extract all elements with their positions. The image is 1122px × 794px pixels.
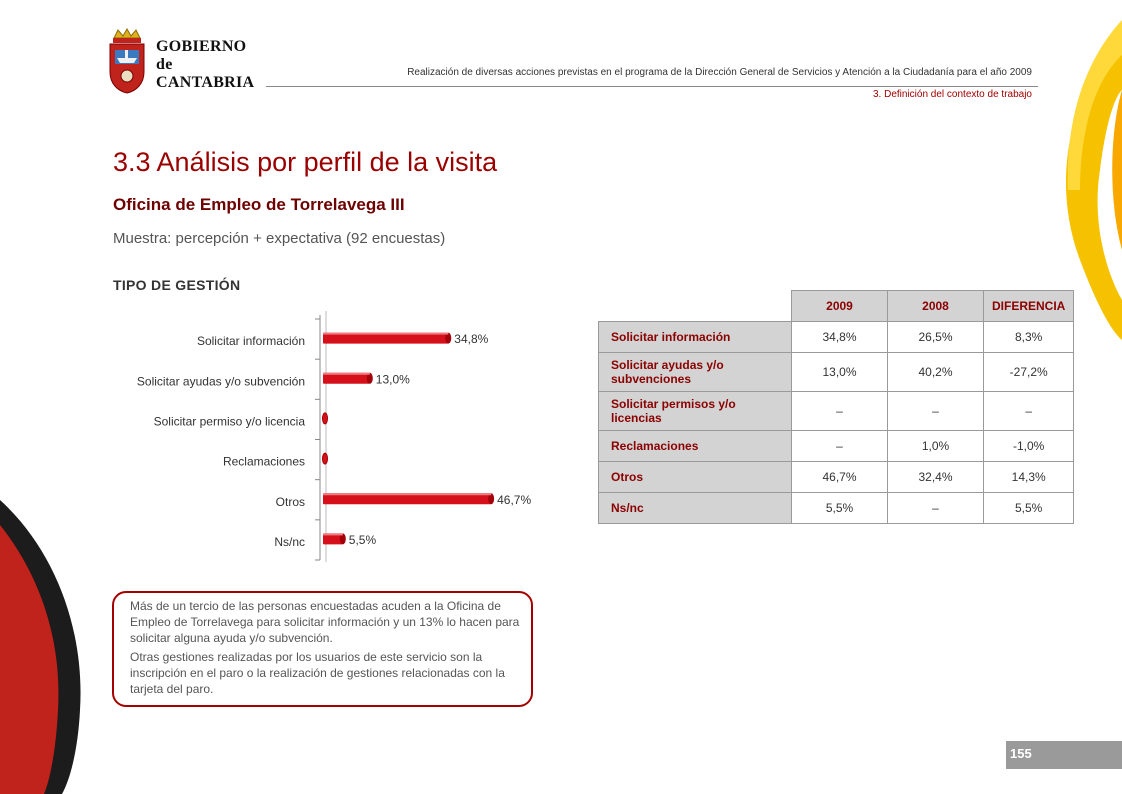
category-label: Solicitar información [196, 334, 305, 349]
cell-2008: 26,5% [888, 322, 984, 353]
page-number-bar [1006, 741, 1122, 769]
row-label: Reclamaciones [599, 431, 792, 462]
table-header-row [599, 291, 1074, 322]
logo-line-3: CANTABRIA [156, 74, 255, 91]
category-label: Ns/nc [274, 534, 305, 549]
cell-2008: 1,0% [888, 431, 984, 462]
category-label: Reclamaciones [222, 454, 305, 469]
chart-title: TIPO DE GESTIÓN [113, 277, 241, 293]
cell-2008: – [888, 493, 984, 524]
category-label: Otros [275, 494, 305, 509]
value-label: 34,8% [454, 332, 489, 347]
value-label: 5,5% [348, 532, 377, 547]
cantabria-coat-of-arms-icon [106, 28, 148, 94]
logo-line-1: GOBIERNO [156, 38, 247, 55]
page-number: 155 [1010, 746, 1032, 761]
value-label: 46,7% [497, 492, 532, 507]
logo-line-2: de [156, 56, 173, 73]
column-header-2008: 2008 [888, 291, 984, 322]
cell-2009: – [792, 431, 888, 462]
cell-2009: 34,8% [792, 322, 888, 353]
page-title: 3.3 Análisis por perfil de la visita [113, 147, 498, 177]
tipo-gestion-bar-chart [105, 305, 565, 570]
comment-paragraph: Otras gestiones realizadas por los usuarios de este servicio son la inscripción en el paro o la realización de gestiones relacionadas con la tarjeta del paro. [130, 650, 505, 696]
category-label: Solicitar permiso y/o licencia [153, 414, 305, 429]
table-row [599, 392, 1074, 431]
logo [106, 28, 255, 98]
table-row [599, 353, 1074, 392]
row-label: Ns/nc [599, 493, 792, 524]
bar-highlight [323, 373, 370, 375]
comment-paragraph: Más de un tercio de las personas encuestadas acuden a la Oficina de Empleo de Torrelavega para solicitar información y un 13% lo hacen para solicitar alguna ayuda y/o subvención. [130, 599, 520, 645]
row-label: Solicitar ayudas y/o subvenciones [599, 353, 792, 392]
column-header-diferencia: DIFERENCIA [984, 291, 1074, 322]
cell-diferencia: -27,2% [984, 353, 1074, 392]
header-divider [266, 86, 1038, 87]
cell-diferencia: -1,0% [984, 431, 1074, 462]
comparison-table [598, 290, 1074, 524]
cell-2008: 40,2% [888, 353, 984, 392]
table-row [599, 322, 1074, 353]
table-row [599, 431, 1074, 462]
bar [323, 453, 328, 464]
row-label: Solicitar permisos y/o licencias [599, 392, 792, 431]
cell-diferencia: 14,3% [984, 462, 1074, 493]
cell-2008: 32,4% [888, 462, 984, 493]
bar [323, 413, 328, 424]
column-header-2009: 2009 [792, 291, 888, 322]
comment-box [112, 591, 533, 707]
cell-diferencia: – [984, 392, 1074, 431]
decorative-red-arc [0, 480, 90, 794]
bar-highlight [323, 333, 448, 335]
table-row [599, 462, 1074, 493]
cell-2009: 13,0% [792, 353, 888, 392]
cell-2009: – [792, 392, 888, 431]
cell-diferencia: 5,5% [984, 493, 1074, 524]
section-label: 3. Definición del contexto de trabajo [873, 89, 1032, 100]
row-label: Otros [599, 462, 792, 493]
value-label: 13,0% [375, 372, 410, 387]
row-label: Solicitar información [599, 322, 792, 353]
bar-highlight [323, 493, 491, 495]
cell-2009: 5,5% [792, 493, 888, 524]
table-row [599, 493, 1074, 524]
bar-highlight [323, 533, 343, 535]
document-title: Realización de diversas acciones previstas en el programa de la Dirección General de Servicios y Atención a la Ciudadanía para el año 2009 [407, 67, 1032, 78]
cell-2008: – [888, 392, 984, 431]
sample-note: Muestra: percepción + expectativa (92 encuestas) [113, 230, 446, 247]
table-header-corner [599, 291, 792, 322]
category-label: Solicitar ayudas y/o subvención [136, 374, 305, 389]
cell-diferencia: 8,3% [984, 322, 1074, 353]
office-subtitle: Oficina de Empleo de Torrelavega III [113, 195, 405, 214]
cell-2009: 46,7% [792, 462, 888, 493]
